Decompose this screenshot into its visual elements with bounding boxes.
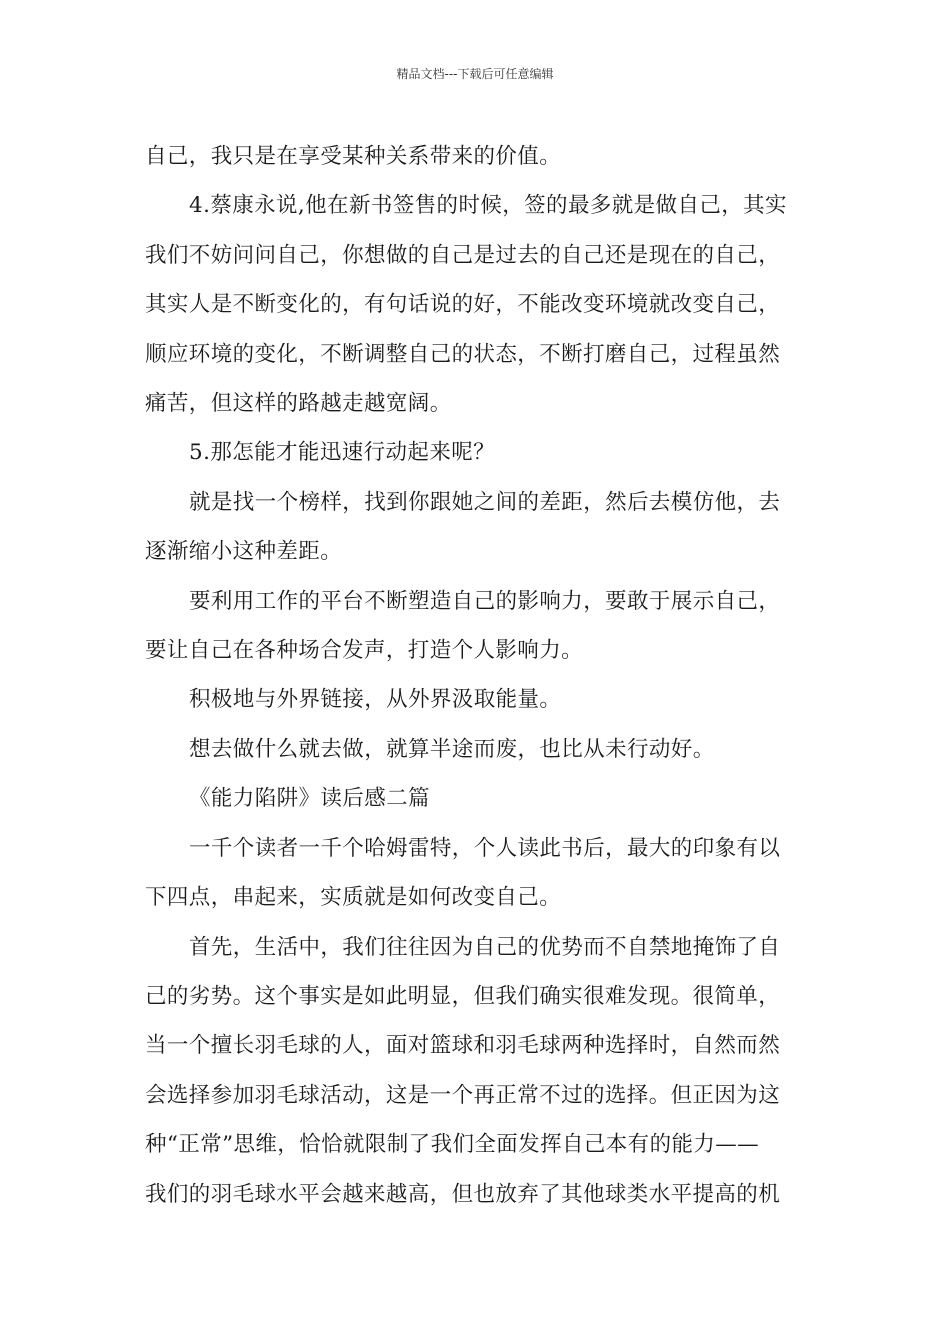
text-line: 要让自己在各种场合发声，打造个人影响力。	[145, 638, 584, 664]
text-line: 其实人是不断变化的，有句话说的好，不能改变环境就改变自己，	[145, 292, 781, 318]
text-line: 积极地与外界链接，从外界汲取能量。	[189, 687, 562, 713]
text-line: 种“正常”思维，恰恰就限制了我们全面发挥自己本有的能力——	[145, 1132, 760, 1158]
document-body	[145, 132, 810, 1219]
text-line: 要利用工作的平台不断塑造自己的影响力，要敢于展示自己，	[189, 588, 781, 614]
text-line: 5.那怎能才能迅速行动起来呢？	[189, 440, 496, 466]
text-line: 就是找一个榜样，找到你跟她之间的差距，然后去模仿他，去	[189, 489, 781, 515]
text-line: 我们的羽毛球水平会越来越高，但也放弃了其他球类水平提高的机	[145, 1181, 781, 1207]
text-line: 想去做什么就去做，就算半途而废，也比从未行动好。	[189, 736, 715, 762]
text-line: 下四点，串起来，实质就是如何改变自己。	[145, 885, 562, 911]
page-header: 精品文档---下载后可任意编辑	[396, 67, 554, 81]
text-line: 4.蔡康永说,他在新书签售的时候，签的最多就是做自己，其实	[189, 193, 787, 219]
text-line: 己的劣势。这个事实是如此明显，但我们确实很难发现。很简单，	[145, 983, 781, 1009]
section-title: 《能力陷阱》读后感二篇	[189, 786, 430, 812]
text-line: 一千个读者一千个哈姆雷特，个人读此书后，最大的印象有以	[189, 835, 781, 861]
text-line: 痛苦，但这样的路越走越宽阔。	[145, 391, 452, 417]
text-line: 逐渐缩小这种差距。	[145, 539, 343, 565]
text-line: 会选择参加羽毛球活动，这是一个再正常不过的选择。但正因为这	[145, 1082, 781, 1108]
text-line: 当一个擅长羽毛球的人，面对篮球和羽毛球两种选择时，自然而然	[145, 1033, 781, 1059]
text-line: 顺应环境的变化，不断调整自己的状态，不断打磨自己，过程虽然	[145, 341, 781, 367]
text-line: 我们不妨问问自己，你想做的自己是过去的自己还是现在的自己，	[145, 242, 781, 268]
text-line: 首先，生活中，我们往往因为自己的优势而不自禁地掩饰了自	[189, 934, 781, 960]
text-line: 自己，我只是在享受某种关系带来的价值。	[145, 144, 562, 169]
